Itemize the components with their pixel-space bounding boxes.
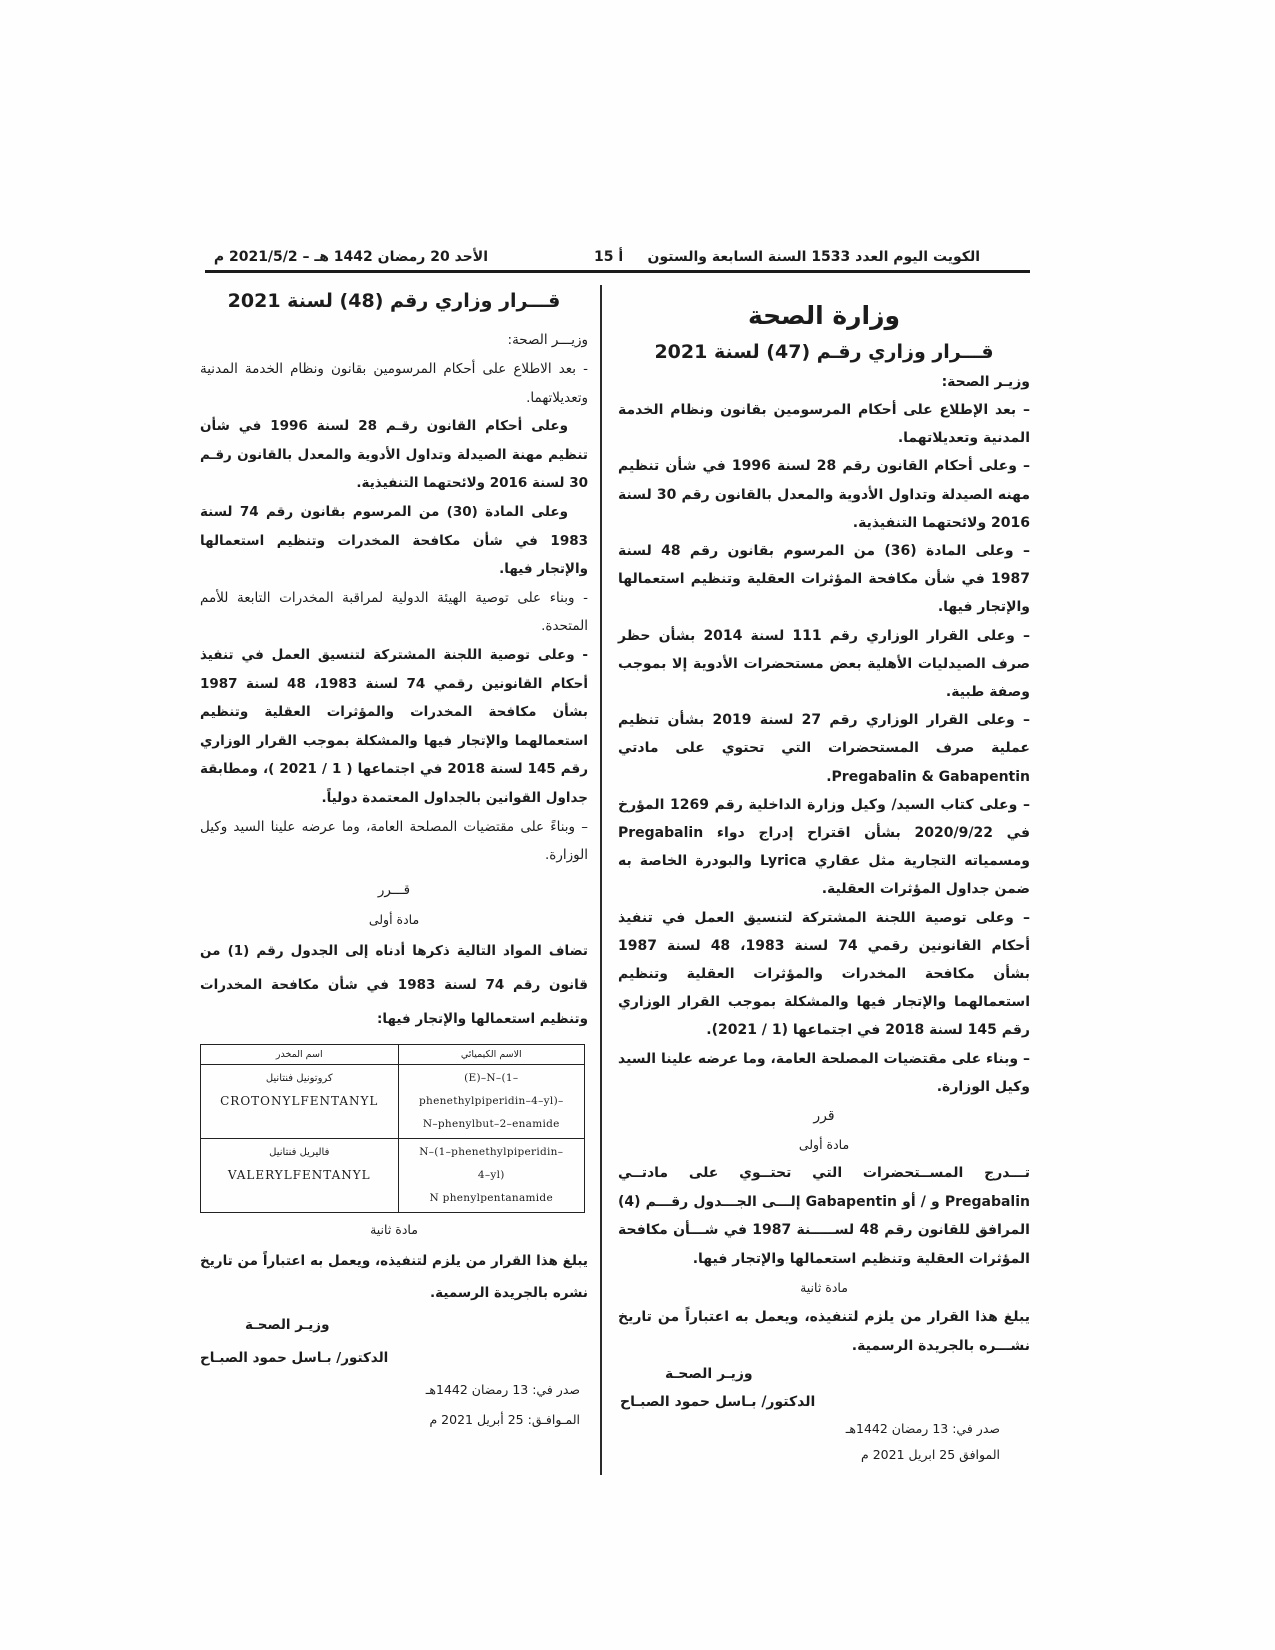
- header-rule: [205, 270, 1030, 273]
- issue-date-gregorian: الموافق 25 ابريل 2021 م: [861, 1447, 1000, 1463]
- column-divider: [600, 285, 602, 1475]
- preamble-paragraph: – وبناء على مقتضيات المصلحة العامة، وما عرضه علينا السيد وكيل الوزارة.: [618, 1050, 1030, 1095]
- drug-name-arabic: كروتونيل فنتانيل: [265, 1072, 333, 1084]
- article-1-heading: مادة أولى: [798, 1137, 850, 1153]
- table-header-drug-name: اسم المخدر: [201, 1044, 399, 1064]
- preamble-paragraph: - بعد الاطلاع على أحكام المرسومين بقانون ونظام الخدمة المدنية وتعديلاتهما.: [200, 361, 588, 406]
- article-2-text: يبلغ هذا القرار من يلزم لتنفيذه، ويعمل به اعتباراً من تاريخ نشره بالجريدة الرسمية.: [200, 1252, 588, 1301]
- preamble-paragraph: - وبناء على توصية الهيئة الدولية لمراقبة المخدرات التابعة للأمم المتحدة.: [200, 589, 588, 635]
- chemical-name-line: 4–yl): [477, 1168, 505, 1181]
- decree-48-column: [200, 285, 588, 1435]
- preamble-paragraph: – وعلى القرار الوزاري رقم 111 لسنة 2014 بشأن حظر صرف الصيدليات الأهلية بعض مستحضرات الأدوية إلا بموجب وصفة طبية.: [618, 627, 1030, 701]
- ministry-heading: وزارة الصحة: [747, 301, 901, 330]
- preamble-paragraph: – وعلى توصية اللجنة المشتركة لتنسيق العمل في تنفيذ أحكام القانونين رقمي 74 لسنة 1983، 48 لسنة 1987 بشأن مكافحة المخدرات والمؤثرات العقلية وتنظيم استعمالهما والإتجار فيها والمشكلة بموجب القرار الوزاري رقم 145 لسنة 2018 في اجتماعها (1 / 2021).: [618, 909, 1030, 1039]
- issue-date-gregorian: المـوافـق: 25 أبريل 2021 م: [429, 1411, 580, 1427]
- chemical-name-cell: [398, 1138, 584, 1212]
- chemical-name-cell: [398, 1064, 584, 1138]
- chemical-name-line: (E)–N–(1–: [464, 1071, 519, 1084]
- article-2-text: يبلغ هذا القرار من يلزم لتنفيذه، ويعمل به اعتباراً من تاريخ نشـــره بالجريدة الرسمية.: [618, 1309, 1030, 1354]
- preamble-paragraph: وعلى أحكام القانون رقـم 28 لسنة 1996 في شأن تنظيم مهنة الصيدلة وتداول الأدوية والمعدل بالقانون رقـم 30 لسنة 2016 ولائحتهما التنفيذية.: [200, 418, 588, 492]
- drug-name-arabic: فاليريل فنتانيل: [269, 1146, 330, 1158]
- issue-date-hijri: صدر في: 13 رمضان 1442هـ: [425, 1381, 580, 1397]
- chemical-name-line: phenethylpiperidin–4–yl)–: [419, 1094, 564, 1107]
- issue-date-hijri: صدر في: 13 رمضان 1442هـ: [845, 1421, 1000, 1437]
- preamble-paragraph: وعلى المادة (30) من المرسوم بقانون رقم 74 لسنة 1983 في شأن مكافحة المخدرات وتنظيم استعمالها والإتجار فيها.: [200, 503, 588, 578]
- article-2-heading: مادة ثانية: [370, 1221, 418, 1237]
- table-row: [201, 1138, 585, 1212]
- preamble-paragraph: – وعلى المادة (36) من المرسوم بقانون رقم 48 لسنة 1987 في شأن مكافحة المؤثرات العقلية وتنظيم استعمالها والإتجار فيها.: [618, 543, 1030, 616]
- addressee: وزيـــر الصحة:: [507, 332, 588, 348]
- table-row: [201, 1064, 585, 1138]
- chemical-name-line: N–(1–phenethylpiperidin–: [419, 1145, 564, 1158]
- drug-name-cell: [201, 1064, 399, 1138]
- decree-47-column: [618, 296, 1030, 1468]
- issue-date: الأحد 20 رمضان 1442 هـ – 2021/5/2 م: [213, 249, 488, 265]
- signature-name: الدكتور/ بـاسل حمود الصبـاح: [620, 1394, 816, 1411]
- signature-name: الدكتور/ بـاسل حمود الصبـاح: [200, 1349, 389, 1366]
- decision-heading: قـــرر: [377, 881, 411, 898]
- decree-title: قـــرار وزاري رقم (48) لسنة 2021: [227, 290, 561, 312]
- preamble-paragraph: – وعلى القرار الوزاري رقم 27 لسنة 2019 بشأن تنظيم عملية صرف المستحضرات التي تحتوي على مادتي Pregabalin & Gabapentin.: [618, 712, 1030, 785]
- article-2-heading: مادة ثانية: [800, 1280, 848, 1296]
- chemical-name-line: N phenylpentanamide: [429, 1191, 553, 1204]
- page-number: أ 15: [594, 249, 624, 265]
- table-header-row: [201, 1044, 585, 1064]
- decree-title: قـــرار وزاري رقـم (47) لسنة 2021: [654, 341, 994, 363]
- gazette-issue-info: الكويت اليوم العدد 1533 السنة السابعة والستون: [647, 249, 980, 265]
- signature-title: وزيـر الصحـة: [245, 1316, 330, 1333]
- substances-table: [200, 1044, 585, 1213]
- preamble-paragraph: - وعلى توصية اللجنة المشتركة لتنسيق العمل في تنفيذ أحكام القانونين رقمي 74 لسنة 1983، 48 لسنة 1987 بشأن مكافحة المخدرات والمؤثرات العقلية وتنظيم استعمالهما والإتجار فيها والمشكلة بموجب القرار الوزاري رقم 145 لسنة 2018 في اجتماعها ( 1 / 2021 )، ومطابقة جداول القوانين بالجداول المعتمدة دولياً.: [200, 646, 588, 806]
- addressee: وزيـر الصحة:: [941, 374, 1030, 390]
- article-1-heading: مادة أولى: [368, 911, 420, 927]
- article-1-text: تضاف المواد التالية ذكرها أدناه إلى الجدول رقم (1) من قانون رقم 74 لسنة 1983 في شأن مكافحة المخدرات وتنظيم استعمالها والإتجار فيها:: [200, 942, 589, 1027]
- chemical-name-line: N–phenylbut–2–enamide: [422, 1117, 560, 1130]
- preamble-paragraph: – وعلى كتاب السيد/ وكيل وزارة الداخلية رقم 1269 المؤرخ في 2020/9/22 بشأن اقتراح إدراج دواء Pregabalin ومسمياته التجارية مثل عقاري Lyrica والبودرة الخاصة به ضمن جداول المؤثرات العقلية.: [618, 796, 1030, 898]
- table-header-chemical-name: الاسم الكيميائي: [398, 1044, 584, 1064]
- preamble-paragraph: – وعلى أحكام القانون رقم 28 لسنة 1996 في شأن تنظيم مهنه الصيدلة وتداول الأدوية والمعدل بالقانون رقم 30 لسنة 2016 ولائحتهما التنفيذية.: [618, 458, 1030, 531]
- drug-name-english: VALERYLFENTANYL: [227, 1167, 371, 1182]
- drug-name-cell: [201, 1138, 399, 1212]
- preamble-paragraph: – بعد الإطلاع على أحكام المرسومين بقانون ونظام الخدمة المدنية وتعديلاتهما.: [618, 402, 1030, 447]
- preamble-paragraph: – وبناءً على مقتضيات المصلحة العامة، وما عرضه علينا السيد وكيل الوزارة.: [200, 818, 588, 864]
- decision-heading: قرر: [813, 1108, 835, 1125]
- signature-title: وزيـر الصحـة: [665, 1366, 753, 1383]
- article-1-text: تـــدرج المســتحضرات التي تحتــوي على مادتــي Pregabalin و / أو Gabapentin إلـــى الجـــدول رقـــم (4) المرافق للقانون رقم 48 لســـــنة 1987 في شـــأن مكافحة المؤثرات العقلية وتنظيم استعمالها والإتجار فيها.: [618, 1165, 1030, 1267]
- drug-name-english: CROTONYLFENTANYL: [220, 1093, 379, 1108]
